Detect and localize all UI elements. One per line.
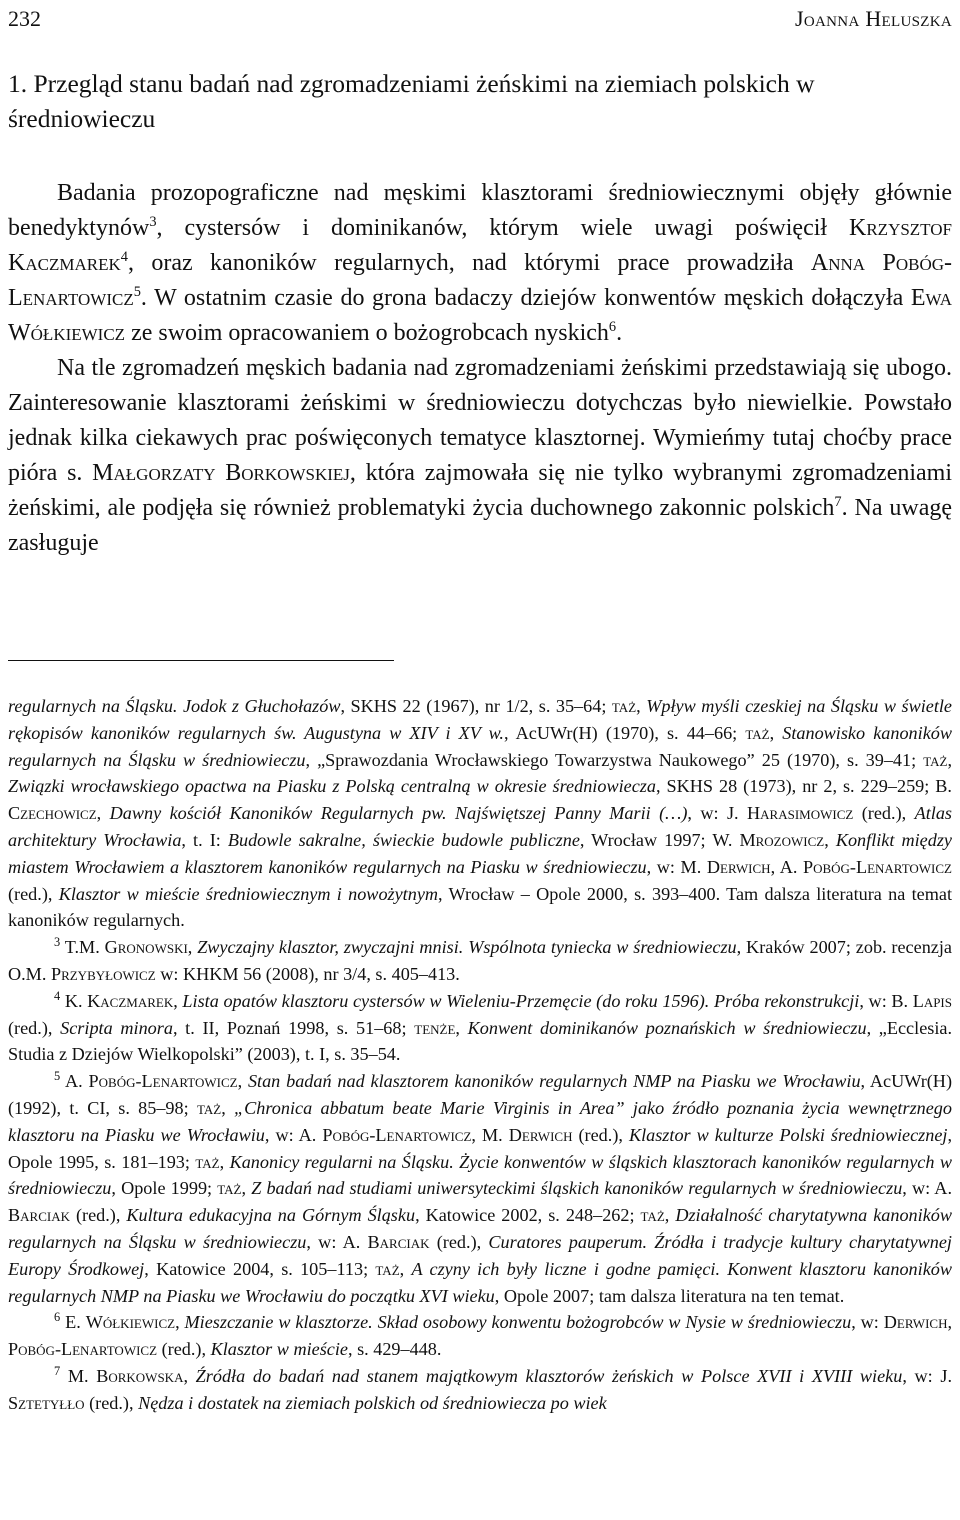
title-run: Nędza i dostatek na ziemiach polskich od średniowiecza po wiek [138, 1392, 607, 1413]
footnote-ref-3[interactable]: 3 [149, 214, 157, 230]
text-run: , [636, 696, 647, 716]
footnote-number: 3 [54, 935, 61, 950]
text-run: K. [60, 990, 88, 1011]
footnote-ref-6[interactable]: 6 [608, 319, 617, 335]
text-run: , [183, 1365, 196, 1386]
title-run: Atlas architektury Wrocławia [8, 803, 952, 850]
author-name: Pobóg-Lenartowicz [8, 1339, 158, 1360]
footnote-5 [8, 1068, 952, 1309]
title-run: Dawny kościół Kanoników Regularnych pw. Najświętszej Panny Marii (…) [109, 803, 688, 824]
title-run: Z badań nad studiami uniwersyteckimi śląskich kanoników regularnych w średniowieczu [251, 1178, 903, 1199]
text-run: , SKHS 22 (1967), nr 1/2, s. 35–64; [340, 696, 612, 716]
title-run: Konflikt między miastem Wrocławiem a klasztorem kanoników regularnych na Piasku w średniowieczu [8, 829, 952, 877]
footnote-number: 7 [54, 1363, 61, 1378]
paragraph-1 [8, 176, 952, 351]
author-name: Harasimowicz [747, 803, 854, 824]
footnote-ref-7[interactable]: 7 [834, 494, 842, 510]
text-run: (red.), [853, 803, 915, 824]
text-run: A. [60, 1071, 89, 1092]
author-name: Pobóg-Lenartowicz [322, 1124, 472, 1145]
author-name: Pobóg-Lenartowicz [802, 856, 952, 877]
text-run: , [241, 1178, 252, 1199]
footnote-continuation [8, 693, 952, 934]
author-name: Kaczmarek [87, 990, 174, 1011]
text-run: , [947, 749, 952, 770]
title-run: A czyny ich były liczne i godne pamięci. Konwent klasztoru kanoników regularnych NMP na Piasku we Wrocławiu do początku XVI wieku [8, 1258, 952, 1306]
author-name: Derwich [508, 1124, 573, 1145]
title-run: „Chronica abbatum beate Marie Virginis in Area” jako źródło poznania życia wewnętrznego klasztoru na Piasku we Wrocławiu [8, 1097, 952, 1145]
author-name: Barciak [8, 1205, 70, 1226]
text-run: , w: J. [902, 1365, 953, 1386]
text-run: , [455, 1017, 468, 1038]
title-run: Klasztor w kulturze Polski średniowiecznej [628, 1124, 948, 1145]
title-run: Klasztor w mieście średniowiecznym i nowożytnym [58, 883, 439, 904]
body-text [8, 176, 952, 561]
text-run: (red.), [8, 883, 59, 904]
text-run: , t. I: [181, 829, 228, 850]
text-run: (red.), [429, 1231, 489, 1252]
title-run: regularnych na Śląsku. Jodok z Głuchołazów [8, 696, 341, 716]
text-run: (red.), [572, 1124, 629, 1145]
text-run: , [219, 1151, 230, 1172]
footnote-number: 6 [54, 1310, 61, 1325]
footnote-ref-4[interactable]: 4 [120, 249, 128, 265]
text-run: T.M. [60, 937, 105, 958]
section-heading: 1. Przegląd stanu badań nad zgromadzeniami żeńskimi na ziemiach polskich w średniowieczu [8, 69, 815, 133]
text-run: , [947, 1312, 952, 1333]
title-run: Scripta minora [60, 1017, 173, 1038]
page-number: 232 [8, 6, 41, 31]
footnote-6 [8, 1309, 952, 1363]
text-run: . Na uwagę zasługuje [8, 495, 953, 556]
footnote-separator [8, 660, 394, 661]
footnotes [8, 693, 952, 1417]
text-run: , która zajmowała się nie tylko wybranymi zgromadzeniami żeńskimi, ale podjęła się również problematyki życia duchownego zakonnic polskich [8, 460, 953, 521]
text-run: , Wrocław 1997; W. [579, 829, 740, 850]
author-name: Pobóg-Lenartowicz [88, 1071, 238, 1092]
text-run: , s. 429–448. [347, 1339, 442, 1360]
text-run: , [237, 1071, 248, 1092]
text-run: . W ostatnim czasie do grona badaczy dziejów konwentów męskich dołączyła [140, 285, 911, 311]
text-run: , w: B. [859, 990, 913, 1011]
title-run: Zwyczajny klasztor, zwyczajni mnisi. Wspólnota tyniecka w średniowieczu [197, 937, 737, 958]
author-name: taż [611, 696, 637, 716]
text-run: , SKHS 28 (1973), nr 2, s. 229–259; B. [655, 776, 952, 797]
title-run: Działalność charytatywna kanoników regularnych na Śląsku w średniowieczu [8, 1205, 952, 1252]
title-run: Kanonicy regularni na Śląsku. Życie konwentów w śląskich klasztorach kanoników regularnych w średniowieczu [8, 1151, 952, 1199]
author-name: Lapis [912, 990, 952, 1011]
footnote-ref-5[interactable]: 5 [133, 284, 141, 300]
text-run: , AcUWr(H) (1992), t. CI, s. 85–98; [8, 1071, 952, 1118]
author-name: taż [217, 1178, 242, 1199]
text-run: Badania prozopograficzne nad męskimi klasztorami średniowiecznymi objęły głównie benedyktynów [8, 180, 952, 241]
author-name: taż [196, 1097, 222, 1118]
text-run: , [221, 1097, 235, 1118]
text-run: E. [60, 1312, 86, 1333]
text-run: , „Ecclesia. Studia z Dziejów Wielkopolski” (2003), t. I, s. 35–54. [8, 1017, 953, 1065]
text-run: , w: [851, 1312, 884, 1333]
title-run: Źródła do badań nad stanem majątkowym klasztorów żeńskich w Polsce XVII i XVIII wieku [195, 1365, 903, 1386]
text-run: Na tle zgromadzeń męskich badania nad zgromadzeniami żeńskimi przedstawiają się ubogo. Zainteresowanie klasztorami żeńskimi w średniowieczu dotychczas było niewielkie. Powstało jednak kilka ciekawych prac poświęconych tematyce klasztornej. Wymieńmy tutaj choćby prace pióra s. [8, 355, 952, 486]
text-run: , w: A. [264, 1124, 323, 1145]
title-run: Mieszczanie w klasztorze. Skład osobowy konwentu bożogrobców w Nysie w średniowieczu [184, 1312, 852, 1333]
text-run: , Opole 2007; tam dalsza literatura na ten temat. [494, 1285, 845, 1306]
author-name: Wółkiewicz [85, 1312, 176, 1333]
text-run: , cystersów i dominikanów, którym wiele uwagi poświęcił [156, 215, 850, 241]
text-run: , Katowice 2004, s. 105–113; [144, 1258, 376, 1279]
author-name: Mrozowicz [739, 829, 825, 850]
text-run: , w: A. [306, 1231, 368, 1252]
author-name: Gronowski [104, 937, 188, 958]
title-run: Wpływ myśli czeskiej na Śląsku w świetle rękopisów kanoników regularnych św. Augustyna w XIV i XV w. [8, 696, 953, 743]
text-run: , [664, 1205, 676, 1226]
author-name: tenże [414, 1017, 456, 1038]
running-header [8, 4, 952, 34]
author-name: Czechowicz [8, 803, 97, 824]
text-run: (red.), [84, 1392, 139, 1413]
text-run: , [96, 803, 110, 824]
text-run: , Opole 1995, s. 181–193; [8, 1124, 952, 1172]
title-run: Curatores pauperum. Źródła i tradycje kultury charytatywnej Europy Środkowej [8, 1231, 952, 1279]
author-name: Anna Pobóg-Lenartowicz [8, 250, 952, 311]
text-run: M. [60, 1365, 97, 1386]
title-run: Budowle sakralne, świeckie budowle publiczne [227, 829, 580, 850]
author-name: Derwich [706, 856, 771, 877]
author-name: Sztetyłło [8, 1392, 85, 1413]
text-run: , [175, 1312, 185, 1333]
text-run: , [824, 829, 836, 850]
text-run: , w: J. [687, 803, 748, 824]
text-run: , Opole 1999; [111, 1178, 218, 1199]
text-run: , Wrocław – Opole 2000, s. 393–400. Tam dalsza literatura na temat kanoników regularnych. [8, 883, 952, 931]
text-run: , t. II, Poznań 1998, s. 51–68; [172, 1017, 415, 1038]
text-run: , w: M. [646, 856, 707, 877]
footnote-number: 4 [54, 988, 61, 1003]
author-name: taż [745, 722, 770, 743]
text-run: , Kraków 2007; zob. recenzja O.M. [8, 937, 952, 984]
footnote-7 [8, 1363, 952, 1417]
title-run: Klasztor w mieście [210, 1339, 348, 1360]
text-run: (red.), [69, 1205, 127, 1226]
text-run: ze swoim opracowaniem o bożogrobcach nyskich [125, 320, 609, 346]
title-run: Stanowisko kanoników regularnych na Śląsku w średniowieczu [8, 722, 952, 770]
text-run: , „Sprawozdania Wrocławskiego Towarzystwa Naukowego” 25 (1970), s. 39–41; [305, 749, 924, 770]
text-run: , A. [770, 856, 803, 877]
text-run: , [173, 990, 183, 1011]
text-run: (red.), [157, 1339, 211, 1360]
author-name: Derwich [883, 1312, 948, 1333]
author-name: taż [640, 1205, 665, 1226]
title-run: Związki wrocławskiego opactwa na Piasku z Polską centralną w okresie średniowiecza [8, 776, 656, 797]
author-name: Barciak [367, 1231, 430, 1252]
text-run: , [187, 937, 198, 958]
author-name: taż [375, 1258, 400, 1279]
text-run: , Katowice 2002, s. 248–262; [415, 1205, 641, 1226]
author-name: taż [195, 1151, 220, 1172]
text-run: , [399, 1258, 412, 1279]
title-run: Lista opatów klasztoru cystersów w Wieleniu-Przemęcie (do roku 1596). Próba rekonstrukcji [182, 990, 860, 1011]
footnote-number: 5 [54, 1069, 61, 1084]
author-name: taż [923, 749, 948, 770]
text-run: , AcUWr(H) (1970), s. 44–66; [503, 722, 746, 743]
text-run: , M. [471, 1124, 509, 1145]
text-run: . [616, 320, 623, 346]
running-author: Joanna Heluszka [795, 6, 952, 31]
text-run: , [769, 722, 783, 743]
text-run: , w: A. [902, 1178, 952, 1199]
paragraph-2 [8, 351, 952, 561]
author-name: Krzysztof Kaczmarek [8, 215, 952, 276]
author-name: Małgorzaty Borkowskiej [92, 460, 350, 486]
title-run: Stan badań nad klasztorem kanoników regularnych NMP na Piasku we Wrocławiu [247, 1071, 861, 1092]
text-run: , oraz kanoników regularnych, nad którymi prace prowadziła [127, 250, 811, 276]
title-run: Konwent dominikanów poznańskich w średniowieczu [467, 1017, 867, 1038]
author-name: Ewa Wółkiewicz [8, 285, 952, 346]
author-name: Przybyłowicz [50, 963, 156, 984]
text-run: w: KHKM 56 (2008), nr 3/4, s. 405–413. [155, 963, 460, 984]
title-run: Kultura edukacyjna na Górnym Śląsku [126, 1205, 416, 1226]
text-run: (red.), [8, 1017, 61, 1038]
footnote-4 [8, 988, 952, 1068]
author-name: Borkowska [96, 1365, 184, 1386]
footnote-3 [8, 934, 952, 988]
